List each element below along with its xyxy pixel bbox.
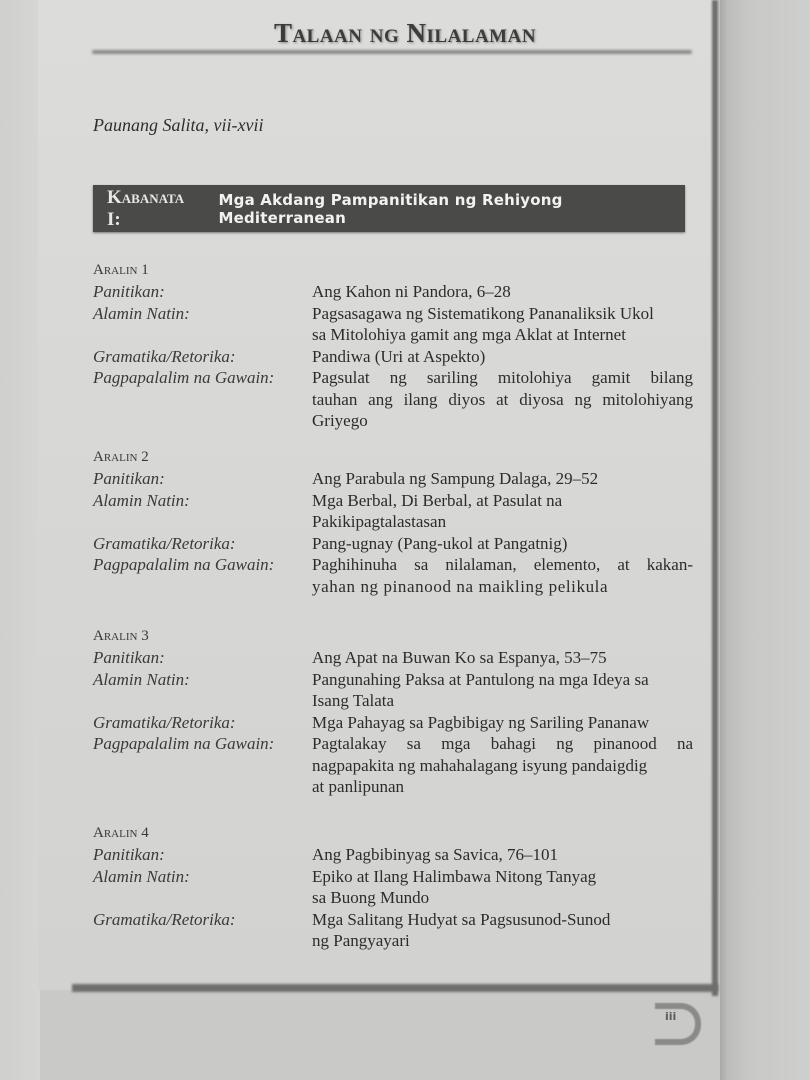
- value-panitikan: Ang Pagbibinyag sa Savica, 76–101: [312, 845, 558, 864]
- row-pagpapalalim: [93, 367, 693, 432]
- value-pagpapalalim-line: Paghihinuha sa nilalaman, elemento, at kakan-: [312, 555, 693, 574]
- left-page-edge: [0, 0, 40, 1080]
- value-alamin-line: sa Mitolohiya gamit ang mga Aklat at Internet: [312, 325, 626, 344]
- value-pagpapalalim-line: yahan ng pinanood na maikling pelikula: [312, 576, 609, 596]
- row-gramatika: [93, 533, 693, 555]
- label-alamin: Alamin Natin:: [93, 490, 190, 510]
- row-gramatika: [93, 712, 693, 734]
- row-pagpapalalim: [93, 733, 693, 798]
- row-alamin: [93, 490, 693, 533]
- value-gramatika: Mga Pahayag sa Pagbibigay ng Sariling Pananaw: [312, 712, 650, 732]
- value-pagpapalalim-line: Pagtalakay sa mga bahagi ng pinanood na: [312, 734, 693, 753]
- page-frame-bottom: [72, 984, 718, 992]
- value-pagpapalalim-line: at panlipunan: [312, 777, 405, 796]
- label-gramatika: Gramatika/Retorika:: [93, 533, 236, 553]
- title-divider: [92, 50, 692, 54]
- page-frame-right: [712, 0, 718, 996]
- value-alamin-line: Pakikipagtalastasan: [312, 512, 447, 531]
- row-panitikan: [93, 281, 693, 303]
- label-alamin: Alamin Natin:: [93, 866, 190, 886]
- page-title: Talaan ng Nilalaman: [273, 18, 537, 48]
- value-panitikan: Ang Parabula ng Sampung Dalaga, 29–52: [312, 469, 599, 488]
- page-number-arc-icon: [655, 1003, 701, 1045]
- right-page-edge: [720, 0, 810, 1080]
- label-panitikan: Panitikan:: [93, 469, 165, 488]
- lesson-heading: Aralin 4: [93, 825, 149, 841]
- value-gramatika-line: ng Pangyayari: [312, 931, 410, 950]
- page-number: iii: [665, 1010, 677, 1023]
- label-gramatika: Gramatika/Retorika:: [93, 346, 236, 366]
- value-gramatika: Pang-ugnay (Pang-ukol at Pangatnig): [312, 533, 568, 553]
- row-panitikan: [93, 647, 693, 669]
- value-panitikan: Ang Kahon ni Pandora, 6–28: [312, 282, 511, 301]
- value-gramatika-line: Mga Salitang Hudyat sa Pagsusunod-Sunod: [312, 909, 611, 929]
- value-pagpapalalim-line: Griyego: [312, 411, 368, 430]
- value-alamin-line: Isang Talata: [312, 691, 395, 710]
- value-alamin-line: Pangunahing Paksa at Pantulong na mga Ideya sa: [312, 669, 649, 689]
- chapter-banner: [93, 185, 685, 232]
- label-panitikan: Panitikan:: [93, 648, 165, 667]
- lesson-heading: Aralin 3: [93, 628, 149, 644]
- chapter-label: Kabanata I:: [107, 186, 185, 230]
- lesson-2: [93, 447, 693, 597]
- value-alamin-line: sa Buong Mundo: [312, 888, 430, 907]
- lesson-heading: Aralin 2: [93, 449, 149, 465]
- lesson-heading: Aralin 1: [93, 262, 149, 278]
- label-alamin: Alamin Natin:: [93, 303, 190, 323]
- label-pagpapalalim: Pagpapalalim na Gawain:: [93, 368, 275, 387]
- row-gramatika: [93, 909, 693, 952]
- row-pagpapalalim: [93, 554, 693, 597]
- label-gramatika: Gramatika/Retorika:: [93, 909, 236, 929]
- label-pagpapalalim: Pagpapalalim na Gawain:: [93, 734, 275, 753]
- row-alamin: [93, 669, 693, 712]
- lesson-4: [93, 823, 693, 952]
- value-pagpapalalim-line: Pagsulat ng sariling mitolohiya gamit bilang: [312, 368, 693, 387]
- label-gramatika: Gramatika/Retorika:: [93, 712, 236, 732]
- row-panitikan: [93, 468, 693, 490]
- value-alamin-line: Mga Berbal, Di Berbal, at Pasulat na: [312, 490, 563, 510]
- row-alamin: [93, 866, 693, 909]
- value-alamin-line: Pagsasagawa ng Sistematikong Pananaliksik Ukol: [312, 303, 654, 323]
- value-pagpapalalim-line: tauhan ang ilang diyos at diyosa ng mitolohiyang: [312, 389, 693, 409]
- row-alamin: [93, 303, 693, 346]
- value-gramatika: Pandiwa (Uri at Aspekto): [312, 346, 486, 366]
- label-alamin: Alamin Natin:: [93, 669, 190, 689]
- row-panitikan: [93, 844, 693, 866]
- value-panitikan: Ang Apat na Buwan Ko sa Espanya, 53–75: [312, 648, 607, 667]
- value-pagpapalalim-line: nagpapakita ng mahahalagang isyung pandaigdig: [312, 755, 648, 775]
- lesson-3: [93, 626, 693, 798]
- lesson-1: [93, 260, 693, 432]
- preface-entry: Paunang Salita, vii-xvii: [93, 115, 264, 135]
- label-panitikan: Panitikan:: [93, 845, 165, 864]
- value-alamin-line: Epiko at Ilang Halimbawa Nitong Tanyag: [312, 866, 597, 886]
- label-panitikan: Panitikan:: [93, 282, 165, 301]
- row-gramatika: [93, 346, 693, 368]
- chapter-title: Mga Akdang Pampanitikan ng Rehiyong Mediterranean: [218, 190, 563, 227]
- label-pagpapalalim: Pagpapalalim na Gawain:: [93, 555, 275, 574]
